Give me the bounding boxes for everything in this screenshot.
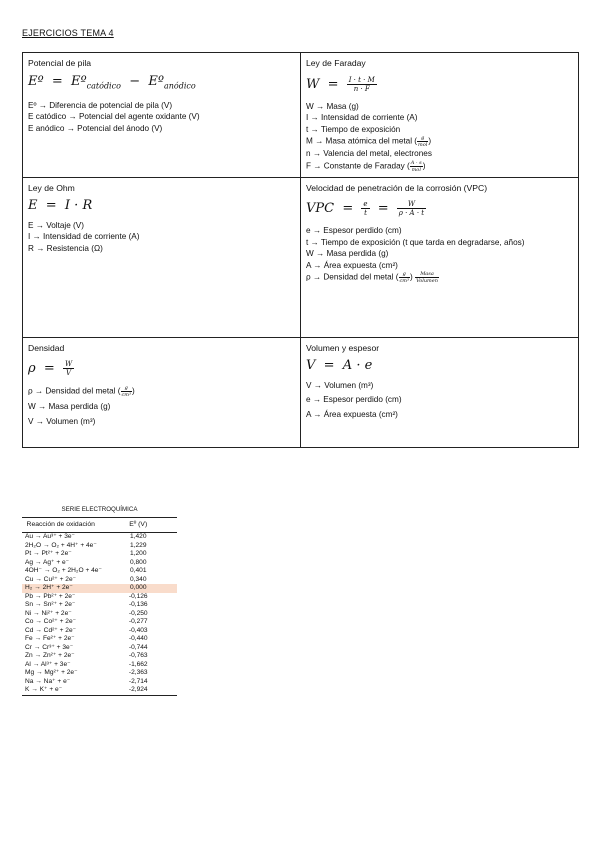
reaction-cell: Ag → Ag⁺ + e⁻	[25, 558, 70, 566]
definition-line: Eº → Diferencia de potencial de pila (V)	[28, 100, 173, 110]
potential-cell: 1,200	[129, 550, 147, 557]
cell-densidad	[23, 337, 301, 447]
cell-heading: Velocidad de penetración de la corrosión (VPC)	[306, 182, 488, 193]
table-row	[22, 627, 177, 636]
definition-line: V → Volumen (m³)	[306, 380, 374, 390]
table-row	[22, 686, 177, 695]
table-row	[22, 635, 177, 644]
definition-line-faraday-const: F → Constante de Faraday ( A · s mol )	[306, 159, 426, 173]
potential-cell: -0,744	[128, 643, 148, 651]
cell-potencial-de-pila	[23, 53, 301, 178]
reaction-cell: H₂ → 2H⁺ + 2e⁻	[22, 584, 100, 593]
formula-potencial: Eº = Eº$_{catódico}$ − Eº$_{anódico}$	[28, 73, 196, 91]
definition-line: W → Masa (g)	[306, 101, 359, 111]
definition-line: W → Masa perdida (g)	[28, 402, 111, 411]
potential-cell: 0,401	[129, 567, 147, 574]
reaction-cell: 2H₂O → O₂ + 4H⁺ + 4e⁻	[25, 541, 97, 549]
table-row	[22, 644, 177, 653]
table-row	[22, 542, 177, 551]
reaction-cell: 4OH⁻ → O₂ + 2H₂O + 4e⁻	[25, 567, 102, 574]
column-header-potencial: Eº (V)	[100, 517, 178, 533]
reaction-cell: Fe → Fe²⁺ + 2e⁻	[25, 635, 75, 642]
potential-cell: 1,229	[129, 541, 147, 549]
potential-cell: -0,403	[128, 626, 148, 634]
definition-line: E → Voltaje (V)	[28, 220, 84, 230]
definition-line: t → Tiempo de exposición (t que tarda en degradarse, años)	[306, 237, 525, 247]
table-row	[22, 584, 177, 593]
potential-cell: -0,277	[128, 618, 148, 625]
reaction-cell: Al → Al³⁺ + 3e⁻	[25, 660, 71, 668]
reaction-cell: Mg → Mg²⁺ + 2e⁻	[25, 669, 78, 676]
table-row	[22, 576, 177, 585]
table-row	[22, 618, 177, 627]
cell-volumen-y-espesor	[301, 337, 579, 447]
definition-line: e → Espesor perdido (cm)	[306, 226, 402, 235]
serie-rows	[22, 533, 177, 696]
definition-line: A → Área expuesta (cm²)	[306, 409, 398, 419]
cell-heading: Potencial de pila	[28, 58, 92, 68]
potential-cell: -2,924	[100, 686, 178, 695]
definition-line: R → Resistencia (Ω)	[28, 243, 103, 253]
definition-line: n → Valencia del metal, electrones	[306, 149, 432, 158]
reaction-cell: Ni → Ni²⁺ + 2e⁻	[25, 609, 72, 617]
potential-cell: -1,662	[128, 660, 148, 668]
table-row	[22, 593, 177, 602]
potential-cell: -2,714	[128, 677, 148, 685]
definition-line: I → Intensidad de corriente (A)	[306, 113, 418, 122]
potential-cell: 1,420	[129, 533, 147, 540]
definition-line: V → Volumen (m³)	[28, 416, 96, 426]
definition-line: I → Intensidad de corriente (A)	[28, 232, 140, 241]
cell-ley-de-ohm	[23, 177, 301, 337]
table-row	[22, 669, 177, 678]
definition-line: E catódico → Potencial del agente oxidante (V)	[28, 112, 200, 122]
table-row	[22, 610, 177, 619]
cell-vpc	[301, 177, 579, 337]
reaction-cell: Au → Au³⁺ + 3e⁻	[25, 533, 76, 540]
definition-line: W → Masa perdida (g)	[306, 249, 389, 258]
formula-densidad: ρ = $\frac{W}{V}$	[28, 360, 73, 377]
cell-heading: Ley de Ohm	[28, 182, 75, 193]
potential-cell: -0,763	[128, 652, 148, 659]
definition-line-densidad: ρ → Densidad del metal ( $\frac{g}{\text{cm³}}$ )	[28, 385, 135, 398]
table-row	[22, 533, 177, 542]
potential-cell: 0,800	[129, 558, 147, 566]
formula-ohm: E = I · R	[28, 198, 93, 213]
potential-cell: 0,000	[100, 584, 178, 593]
potential-cell: -0,136	[128, 601, 148, 608]
cell-heading: Volumen y espesor	[306, 342, 380, 353]
definition-line: t → Tiempo de exposición	[306, 124, 401, 134]
formula-grid	[22, 52, 579, 448]
definition-line: A → Área expuesta (cm²)	[306, 260, 398, 270]
potential-cell: -0,440	[128, 635, 148, 642]
reaction-cell: Cd → Cd²⁺ + 2e⁻	[25, 626, 77, 634]
definition-line: E anódico → Potencial del ánodo (V)	[28, 123, 163, 133]
potential-cell: -0,250	[128, 609, 148, 617]
table-row	[22, 661, 177, 670]
potential-cell: 0,340	[129, 575, 147, 583]
definition-line: e → Espesor perdido (cm)	[306, 395, 402, 404]
table-row	[22, 601, 177, 610]
cell-heading: Densidad	[28, 342, 65, 353]
column-header-reaccion: Reacción de oxidación	[22, 517, 100, 533]
cell-ley-de-faraday	[301, 53, 579, 178]
definition-line-densidad: ρ → Densidad del metal ( $\frac{g}{\text{cm³}}$ ) Masa Volumen	[306, 271, 438, 284]
reaction-cell: Na → Na⁺ + e⁻	[25, 677, 71, 685]
potential-cell: -2,363	[128, 669, 148, 676]
reaction-cell: Pt → Pt²⁺ + 2e⁻	[25, 550, 72, 557]
formula-volumen: V = A · e	[306, 358, 373, 373]
reaction-cell: Zn → Zn²⁺ + 2e⁻	[25, 652, 75, 659]
table-caption: SERIE ELECTROQUÍMICA	[22, 505, 177, 517]
page-title: EJERCICIOS TEMA 4	[22, 28, 114, 38]
cell-heading: Ley de Faraday	[306, 58, 366, 68]
table-row	[22, 567, 177, 576]
formula-vpc: VPC = $\frac{e}{t}$ = $\frac{W}{\rho \cdot A \cdot t}$	[306, 200, 425, 217]
reaction-cell: Cu → Cu²⁺ + 2e⁻	[25, 575, 77, 583]
serie-electroquimica-table	[22, 505, 177, 696]
fraction: $\frac{I \cdot t \cdot M}{n \cdot F}$	[348, 75, 375, 93]
reaction-cell: Co → Co²⁺ + 2e⁻	[25, 618, 77, 625]
table-row	[22, 652, 177, 661]
potential-cell: -0,126	[128, 592, 148, 600]
reaction-cell: Cr → Cr³⁺ + 3e⁻	[25, 643, 74, 651]
table-row	[22, 678, 177, 687]
definition-line-masa-atomica: M → Masa atómica del metal ( g mol )	[306, 135, 432, 148]
table-row	[22, 559, 177, 568]
table-row	[22, 550, 177, 559]
reaction-cell: K → K⁺ + e⁻	[22, 686, 100, 695]
formula-faraday: W = $\frac{I \cdot t \cdot M}{n \cdot F}$	[306, 75, 375, 93]
reaction-cell: Pb → Pb²⁺ + 2e⁻	[25, 592, 76, 600]
reaction-cell: Sn → Sn²⁺ + 2e⁻	[25, 601, 76, 608]
